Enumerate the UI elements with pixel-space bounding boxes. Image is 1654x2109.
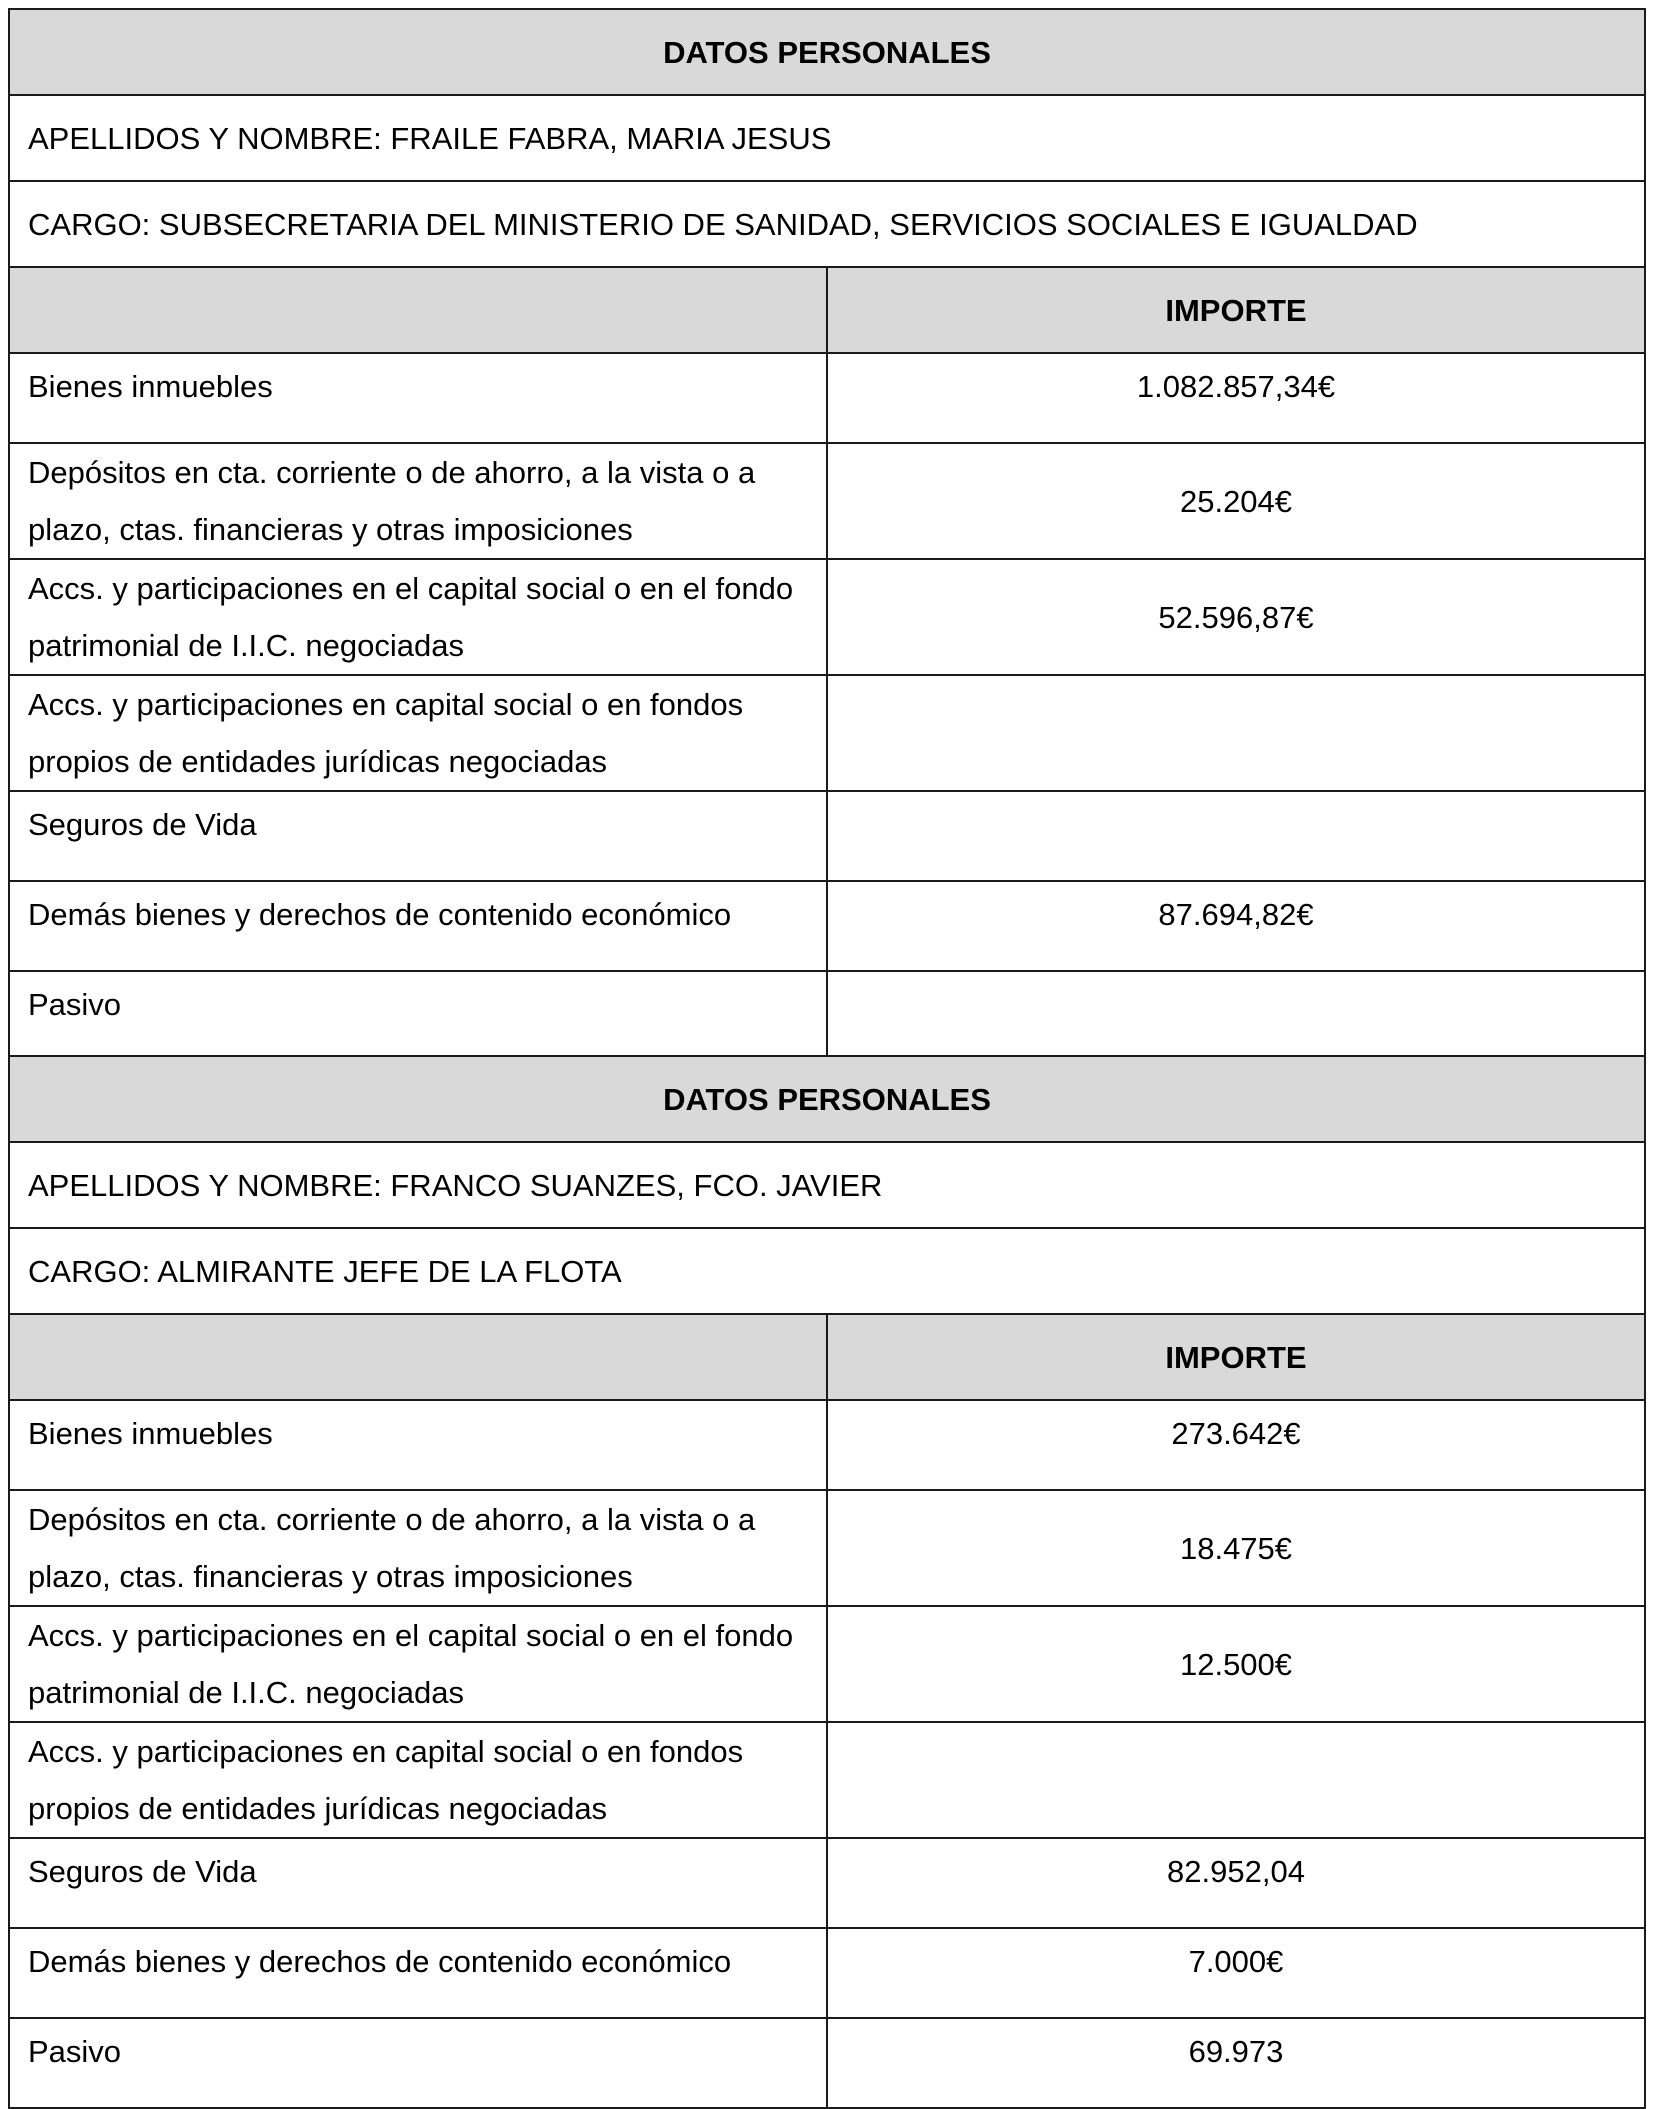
section-header: DATOS PERSONALES — [9, 1056, 1645, 1142]
row-label: Depósitos en cta. corriente o de ahorro, a la vista o a plazo, ctas. financieras y otras imposiciones — [9, 443, 827, 559]
row-label: Bienes inmuebles — [9, 353, 827, 443]
blank-header-cell — [9, 267, 827, 353]
row-amount: 69.973 — [827, 2018, 1645, 2108]
row-amount — [827, 675, 1645, 791]
cargo-line: CARGO: SUBSECRETARIA DEL MINISTERIO DE SANIDAD, SERVICIOS SOCIALES E IGUALDAD — [9, 181, 1645, 267]
section-header: DATOS PERSONALES — [9, 9, 1645, 95]
row-amount — [827, 791, 1645, 881]
row-label: Pasivo — [9, 971, 827, 1061]
row-amount: 12.500€ — [827, 1606, 1645, 1722]
row-amount: 82.952,04 — [827, 1838, 1645, 1928]
row-label: Accs. y participaciones en el capital social o en el fondo patrimonial de I.I.C. negociadas — [9, 559, 827, 675]
row-label: Pasivo — [9, 2018, 827, 2108]
row-amount: 52.596,87€ — [827, 559, 1645, 675]
blank-header-cell — [9, 1314, 827, 1400]
row-label: Demás bienes y derechos de contenido económico — [9, 881, 827, 971]
row-amount — [827, 971, 1645, 1061]
name-line: APELLIDOS Y NOMBRE: FRANCO SUANZES, FCO. JAVIER — [9, 1142, 1645, 1228]
row-label: Bienes inmuebles — [9, 1400, 827, 1490]
row-amount — [827, 1722, 1645, 1838]
row-amount: 7.000€ — [827, 1928, 1645, 2018]
row-label: Seguros de Vida — [9, 791, 827, 881]
row-label: Depósitos en cta. corriente o de ahorro, a la vista o a plazo, ctas. financieras y otras imposiciones — [9, 1490, 827, 1606]
row-amount: 1.082.857,34€ — [827, 353, 1645, 443]
name-line: APELLIDOS Y NOMBRE: FRAILE FABRA, MARIA JESUS — [9, 95, 1645, 181]
declaration-table-2 — [8, 1055, 1646, 2109]
row-amount: 25.204€ — [827, 443, 1645, 559]
row-amount: 18.475€ — [827, 1490, 1645, 1606]
row-amount: 87.694,82€ — [827, 881, 1645, 971]
row-label: Accs. y participaciones en capital social o en fondos propios de entidades jurídicas negociadas — [9, 675, 827, 791]
row-label: Demás bienes y derechos de contenido económico — [9, 1928, 827, 2018]
declaration-table-1 — [8, 8, 1646, 1062]
row-label: Accs. y participaciones en el capital social o en el fondo patrimonial de I.I.C. negociadas — [9, 1606, 827, 1722]
row-label: Seguros de Vida — [9, 1838, 827, 1928]
amount-column-header: IMPORTE — [827, 1314, 1645, 1400]
row-label: Accs. y participaciones en capital social o en fondos propios de entidades jurídicas negociadas — [9, 1722, 827, 1838]
amount-column-header: IMPORTE — [827, 267, 1645, 353]
row-amount: 273.642€ — [827, 1400, 1645, 1490]
cargo-line: CARGO: ALMIRANTE JEFE DE LA FLOTA — [9, 1228, 1645, 1314]
